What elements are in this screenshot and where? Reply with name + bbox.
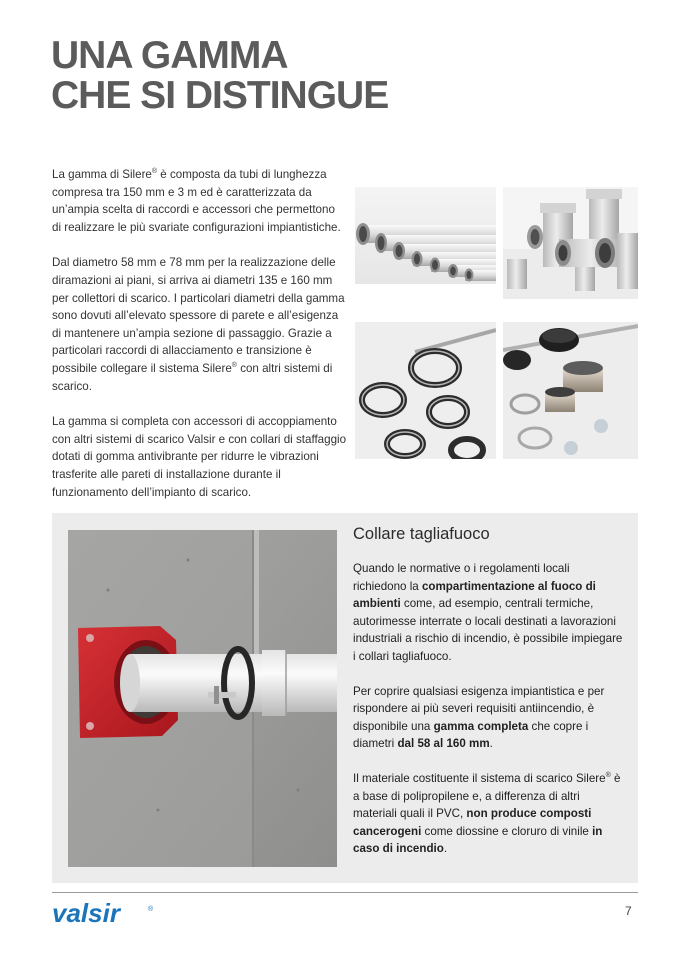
- pipes-photo: [355, 187, 496, 284]
- intro-paragraph-3: La gamma si completa con accessori di accoppiamento con altri sistemi di scarico Valsir e con collari di staffaggio dotati di gomma antivibrante per ridurre le vibrazioni trasferite alle pareti di installazione durante il funzionamento dell’impianto di scarico.: [52, 415, 347, 499]
- page-title: [51, 36, 388, 116]
- title-line-2: CHE SI DISTINGUE: [51, 74, 389, 117]
- brand-wordmark: valsir: [52, 899, 120, 928]
- intro-paragraph-1: La gamma di Silere® è composta da tubi di lunghezza compresa tra 150 mm e 3 m ed è caratterizzata da un’ampia scelta di raccordi e accessori che permettono di realizzare le più svariate configurazioni impiantistiche.: [52, 168, 341, 234]
- panel-paragraph-2: Per coprire qualsiasi esigenza impiantistica e per rispondere ai più severi requisiti antiincendio, è disponibile una gamma completa che copre i diametri dal 58 al 160 mm.: [353, 684, 605, 751]
- sleeves-photo: [503, 322, 638, 459]
- registered-mark: ®: [151, 168, 158, 176]
- panel-paragraph-3: Il materiale costituente il sistema di scarico Silere® è a base di polipropilene e, a differenza di altri materiali quali il PVC, non produce composti cancerogeni come diossine e cloruro di vinile in caso di incendio.: [353, 771, 621, 856]
- footer-divider: [52, 892, 638, 893]
- brand-registered-mark: ®: [148, 906, 154, 913]
- page-number: 7: [625, 904, 632, 918]
- intro-paragraph-2: Dal diametro 58 mm e 78 mm per la realizzazione delle diramazioni ai piani, si arriva ai diametri 135 e 160 mm per collettori di scarico. I particolari diametri della gamma sono dovuti all’elevato spessore di parete e all’esigenza di mantenere un’ampia sezione di passaggio. Grazie a particolari raccordi di allacciamento e transizione è possibile collegare il sistema Silere® con altri sistemi di scarico.: [52, 256, 345, 393]
- clamps-photo: [355, 322, 496, 459]
- panel-paragraph-1: Quando le normative o i regolamenti locali richiedono la compartimentazione al fuoco di ambienti come, ad esempio, centrali termiche, autorimesse interrate o locali destinati a lavorazioni industriali a rischio di incendio, è possibile impiegare i collari tagliafuoco.: [353, 562, 623, 663]
- fittings-photo: [503, 187, 638, 299]
- registered-mark: ®: [605, 772, 611, 780]
- valsir-logo: [50, 899, 160, 934]
- title-line-1: UNA GAMMA: [51, 34, 288, 77]
- registered-mark: ®: [231, 362, 237, 370]
- panel-heading: Collare tagliafuoco: [353, 525, 490, 543]
- fire-collar-photo: [68, 530, 337, 867]
- panel-text: [353, 560, 625, 875]
- intro-text: [52, 166, 347, 519]
